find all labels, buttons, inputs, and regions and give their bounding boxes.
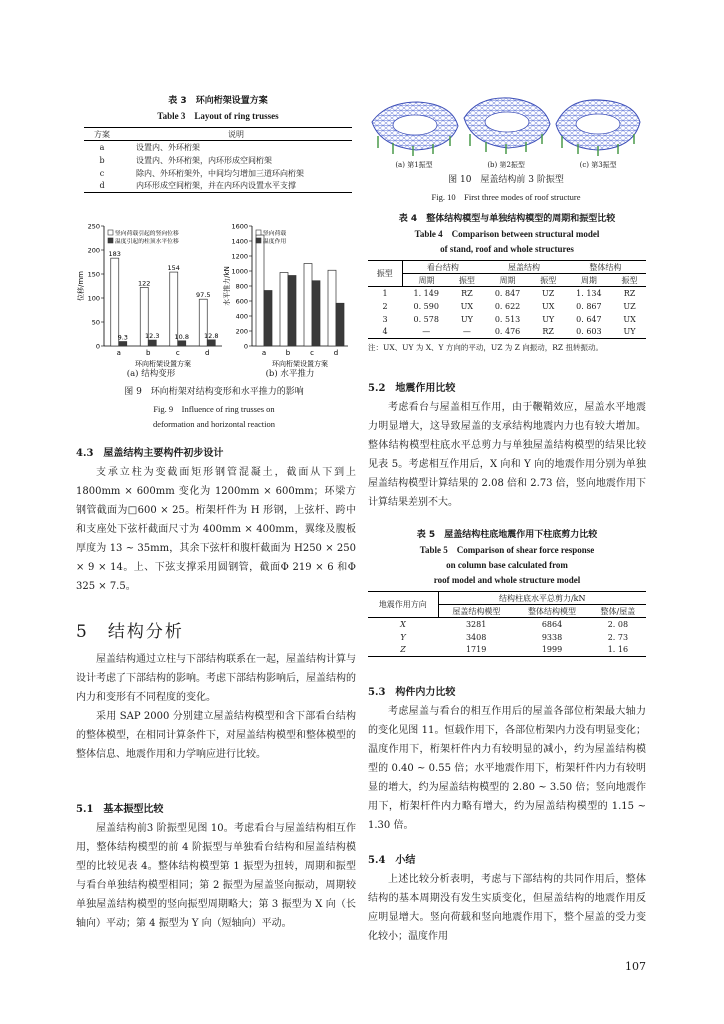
table-row [368,618,646,631]
table4-cell: UY [460,314,473,324]
bar [336,303,344,346]
sec51-body [76,819,356,933]
bar-value-label: 12.3 [145,332,160,341]
fig9-caption-en-2: deformation and horizontal reaction [152,419,276,429]
table5-sub-header: 屋盖结构模型 [452,606,501,616]
x-tick-label: a [261,349,267,357]
y-tick-label: 1200 [231,252,248,261]
table4-note: 注：UX、UY 为 X、Y 方向的平动，UZ 为 Z 向振动，RZ 扭转振动。 [368,343,604,352]
bar [280,273,288,347]
table4-cell: — [462,327,471,337]
table4-block [368,212,646,355]
sec5-paragraph-2: 采用 SAP 2000 分别建立屋盖结构模型和含下部看台结构的整体模型，在相同计算条件下，对屋盖结构模型和整体模型的整体信息、地震作用和力学响应进行比较。 [76,711,356,760]
table4-sub-header: 振型 [540,275,557,285]
table5-title-en-3: roof model and whole structure model [433,575,581,585]
sec43-heading: 4.3 屋盖结构主要构件初步设计 [76,448,224,459]
y-tick-label: 1000 [231,267,248,276]
table5-sub-header: 整体/屋盖 [600,606,636,616]
legend-label: 竖向荷载引起的竖向位移 [115,231,179,237]
y-tick-label: 200 [235,327,248,336]
sec5-body [76,650,356,764]
roof-mode-2-image [464,98,550,154]
legend-swatch [108,230,113,235]
table4-title-en-2: of stand, roof and whole structures [440,244,574,254]
table4-cell: RZ [623,288,636,298]
bar [207,340,215,346]
table5-cell: 1999 [541,645,563,655]
table3-header-desc: 说明 [228,129,244,139]
table3-title-cn: 表 3 环向桁架设置方案 [168,96,268,106]
table-row [368,326,646,339]
table-row [84,141,352,154]
fig10-caption-en: Fig. 10 First three modes of roof structure [431,192,581,202]
sec51-heading: 5.1 基本振型比较 [76,804,164,815]
table4-cell: UX [623,314,636,324]
table-row [84,180,352,193]
x-tick-label: c [175,349,180,357]
fig10-images [368,88,644,170]
table4-cell: 0. 513 [494,314,521,324]
x-tick-label: b [285,349,291,357]
table3-cell: 设置内、外环桁架，内环形成空间桁架 [136,155,272,165]
table3-cell: a [99,142,105,152]
table4-cell: 1. 149 [413,288,439,298]
fig9-chart-b [222,220,352,368]
table4-group-roof: 屋盖结构 [483,261,564,274]
fig10-label-b: (b) 第2振型 [487,161,525,169]
table-row [368,631,646,644]
y-tick-label: 600 [235,297,248,306]
table4-cell: RZ [461,288,473,298]
table-row [368,300,646,313]
table-row [368,287,646,300]
bar [328,270,336,346]
sec53-paragraph: 考虑屋盖与看台的相互作用后的屋盖各部位桁架最大轴力的变化见图 11。恒载作用下，各部位桁架内力没有明显变化；温度作用下，桁架杆件内力有较明显的减小，约为屋盖结构模型的 0.40 ~ 0.55 倍；水平地震作用下，桁架杆件内力有较明显的增大，约为屋盖结构模型的 2.80 ~ 3.50 倍；竖向地震作用下，桁架杆件内力略有增大，约为屋盖结构模型的 1.15 ~ 1.30 倍。 [368,706,646,831]
table4-sub-header: 周期 [499,275,516,285]
y-tick-label: 150 [87,270,100,279]
table4-cell: 0. 603 [576,327,602,337]
table3-cell: 内环形成空间桁架，并在内环内设置水平支撑 [136,181,296,191]
table5-sub-header: 整体结构模型 [528,606,576,616]
table5-cell: 1. 16 [607,645,629,655]
table3-cell: c [99,168,105,178]
table4-group-whole: 整体结构 [565,261,646,274]
table4-cell: 1. 134 [576,288,602,298]
y-tick-label: 0 [95,342,100,351]
table4-cell: UX [541,301,555,311]
fig9-caption-cn: 图 9 环向桁架对结构变形和水平推力的影响 [124,387,304,397]
legend-label: 竖向荷载 [263,231,287,237]
x-axis-label: 环向桁架设置方案 [272,360,328,368]
sec54-body [368,870,646,946]
bar [264,291,272,347]
table4-cell: 0. 647 [576,314,602,324]
table4-cell: UZ [542,288,555,298]
y-axis-label: 位移/mm [77,271,85,301]
table4-cell: UX [460,301,474,311]
table5-group-header: 结构柱底水平总剪力/kN [438,592,646,605]
fig10-labels [368,160,644,170]
roof-mode-1-image [372,102,458,156]
sec5-paragraph-1: 屋盖结构通过立柱与下部结构联系在一起，屋盖结构计算与设计考虑了下部结构的影响。考虑下部结构影响后，屋盖结构的内力和变形有不同程度的变化。 [76,654,356,703]
y-tick-label: 100 [87,294,100,303]
sec53-body [368,702,646,835]
y-tick-label: 800 [235,282,248,291]
fig9-chart-a [76,220,226,368]
page-number: 107 [625,960,646,973]
table5-cell: 6864 [541,619,563,629]
table3-cell: 设置内、外环桁架 [136,142,200,152]
table4-cell: 0. 476 [494,327,521,337]
table4-sub-header: 振型 [621,275,638,285]
legend-swatch [256,230,261,235]
table4-title-cn: 表 4 整体结构模型与单独结构模型的周期和振型比较 [398,214,616,224]
bar [148,340,156,346]
fig10-label-c: (c) 第3振型 [579,161,617,169]
fig9-sub-a: (a) 结构变形 [126,369,176,379]
fig9-caption-en-1: Fig. 9 Influence of ring trusses on [153,404,275,414]
table4-sub-header: 振型 [458,275,475,285]
x-tick-label: a [116,349,121,357]
table4-cell: 2 [382,301,388,311]
table5-block [368,528,646,657]
bar-value-label: 183 [108,250,121,259]
table-row [368,644,646,657]
table4-sub-header: 周期 [418,275,435,285]
sec54-paragraph: 上述比较分析表明，考虑与下部结构的共同作用后，整体结构的基本周期没有发生实质变化，但屋盖结构的地震作用反应明显增大。竖向荷载和竖向地震作用下，整个屋盖的受力变化较小；温度作用 [368,874,646,942]
sec52-paragraph: 考虑看台与屋盖相互作用，由于鞭鞘效应，屋盖水平地震力明显增大，这导致屋盖的支承结构地震内力也有较大增加。整体结构模型柱底水平总剪力与单独屋盖结构模型的结果比较见表 5。考虑相互作用后，X 向和 Y 向的地震作用分别为单独屋盖结构模型计算结果的 2.08 倍和 2.73 倍，竖向地震作用下计算结果差别不大。 [368,402,646,508]
table5-cell: Z [400,645,406,655]
x-tick-label: d [205,349,210,357]
table4-cell: RZ [542,327,554,337]
table3-cell: 除内、外环桁架外，中间均匀增加三道环向桁架 [136,168,304,178]
sec52-heading: 5.2 地震作用比较 [368,383,456,394]
table5-cell: 2. 73 [607,632,629,642]
table5-cell: Y [400,632,406,642]
table4-header-mode: 振型 [368,261,402,287]
table5-header-direction: 地震作用方向 [368,592,438,618]
table5-cell: 1719 [465,645,487,655]
bar [312,281,320,346]
table5-cell: 3281 [465,619,487,629]
x-axis-label: 环向桁架设置方案 [135,360,191,368]
sec51-paragraph: 屋盖结构前3 阶振型见图 10。考虑看台与屋盖结构相互作用，整体结构模型的前 4 阶振型与单独看台结构和屋盖结构模型的比较见表 4。整体结构模型第 1 振型为扭转，周期和振型与看台单独结构模型相同；第 2 振型为屋盖竖向振动，周期较单独屋盖结构模型的竖向振型周期略大；第 3 振型为 X 向（长轴向）平动；第 4 振型为 Y 向（短轴向）平动。 [76,823,356,929]
y-tick-label: 400 [235,312,248,321]
table3-title-en: Table 3 Layout of ring trusses [157,111,279,121]
y-tick-label: 50 [91,318,100,327]
table4-cell: UZ [623,301,636,311]
y-tick-label: 1400 [231,237,248,246]
fig10-caption-cn: 图 10 屋盖结构前 3 阶振型 [448,175,564,185]
bar [119,342,127,346]
x-tick-label: d [333,349,339,357]
table5-cell: 2. 08 [607,619,629,629]
fig10-label-a: (a) 第1振型 [395,161,433,169]
table5-title-en-1: Table 5 Comparison of shear force response [419,545,595,555]
sec53-heading: 5.3 构件内力比较 [368,687,456,698]
table-row [84,154,352,167]
bar [178,341,186,346]
table4-sub-header: 周期 [580,275,597,285]
table4-cell: 0. 867 [576,301,602,311]
sec54-heading: 5.4 小结 [368,855,416,866]
bar [256,235,264,346]
sec5-heading: 5 结构分析 [76,622,184,642]
table4-title-en-1: Table 4 Comparison between structural model [414,229,600,239]
table4-cell: UY [623,327,636,337]
x-tick-label: c [310,349,314,357]
bar [304,264,312,347]
legend-label: 温度作用 [263,239,287,245]
table-row [368,313,646,326]
table5 [368,591,646,657]
bar-value-label: 97.5 [196,291,211,300]
table5-cell: 9338 [541,632,563,642]
table3-block [84,94,352,193]
fig9-sub-b: (b) 水平推力 [265,369,315,379]
bar [288,276,296,347]
bar-value-label: 12.8 [204,331,219,340]
table3-cell: b [99,155,105,165]
table5-cell: 3408 [465,632,487,642]
y-tick-label: 1600 [231,222,248,231]
sec52-body [368,398,646,512]
roof-mode-3-image [556,100,640,156]
legend-swatch [256,238,261,243]
table4-cell: 1 [382,288,388,298]
table4-cell: 0. 590 [413,301,439,311]
table5-title-en-2: on column base calculated from [446,560,568,570]
table4 [368,260,646,339]
table4-cell: UY [542,314,555,324]
table4-cell: 0. 578 [413,314,439,324]
table3-cell: d [99,181,105,191]
bar-value-label: 9.3 [117,333,128,342]
bar-value-label: 122 [138,279,151,288]
table3-header-plan: 方案 [94,129,110,139]
table4-cell: — [422,327,431,337]
table5-cell: X [400,619,406,629]
table4-cell: 3 [382,314,388,324]
table5-title-cn: 表 5 屋盖结构柱底地震作用下柱底剪力比较 [416,530,598,540]
table4-cell: 0. 622 [494,301,521,311]
table-row [84,167,352,180]
legend-label: 温度引起的柱顶水平位移 [115,239,179,245]
table4-group-stand: 看台结构 [402,261,483,274]
sec43-body [76,463,356,596]
table4-cell: 4 [382,327,388,337]
sec43-paragraph: 支承立柱为变截面矩形钢管混凝土，截面从下到上 1800mm × 600mm 变化为 1200mm × 600mm；环梁方钢管截面为□600 × 25。桁架杆件为 H 形钢，上弦杆、跨中和支座处下弦杆截面尺寸为 400mm × 400mm，翼缘及腹板厚度为 13 ~ 35mm，其余下弦杆和腹杆截面为 H250 × 250 × 9 × 14。上、下弦支撑采用圆钢管，截面Φ 219 × 6 和Φ 325 × 7.5。 [76,467,356,592]
legend-swatch [108,238,113,243]
y-axis-label: 水平推力/kN [223,266,231,306]
y-tick-label: 0 [243,342,248,351]
table4-cell: 0. 847 [494,288,521,298]
bar-value-label: 154 [167,264,180,273]
table3 [84,127,352,193]
y-tick-label: 250 [87,222,100,231]
y-tick-label: 200 [87,246,100,255]
x-tick-label: b [146,349,151,357]
bar-value-label: 10.8 [174,332,189,341]
